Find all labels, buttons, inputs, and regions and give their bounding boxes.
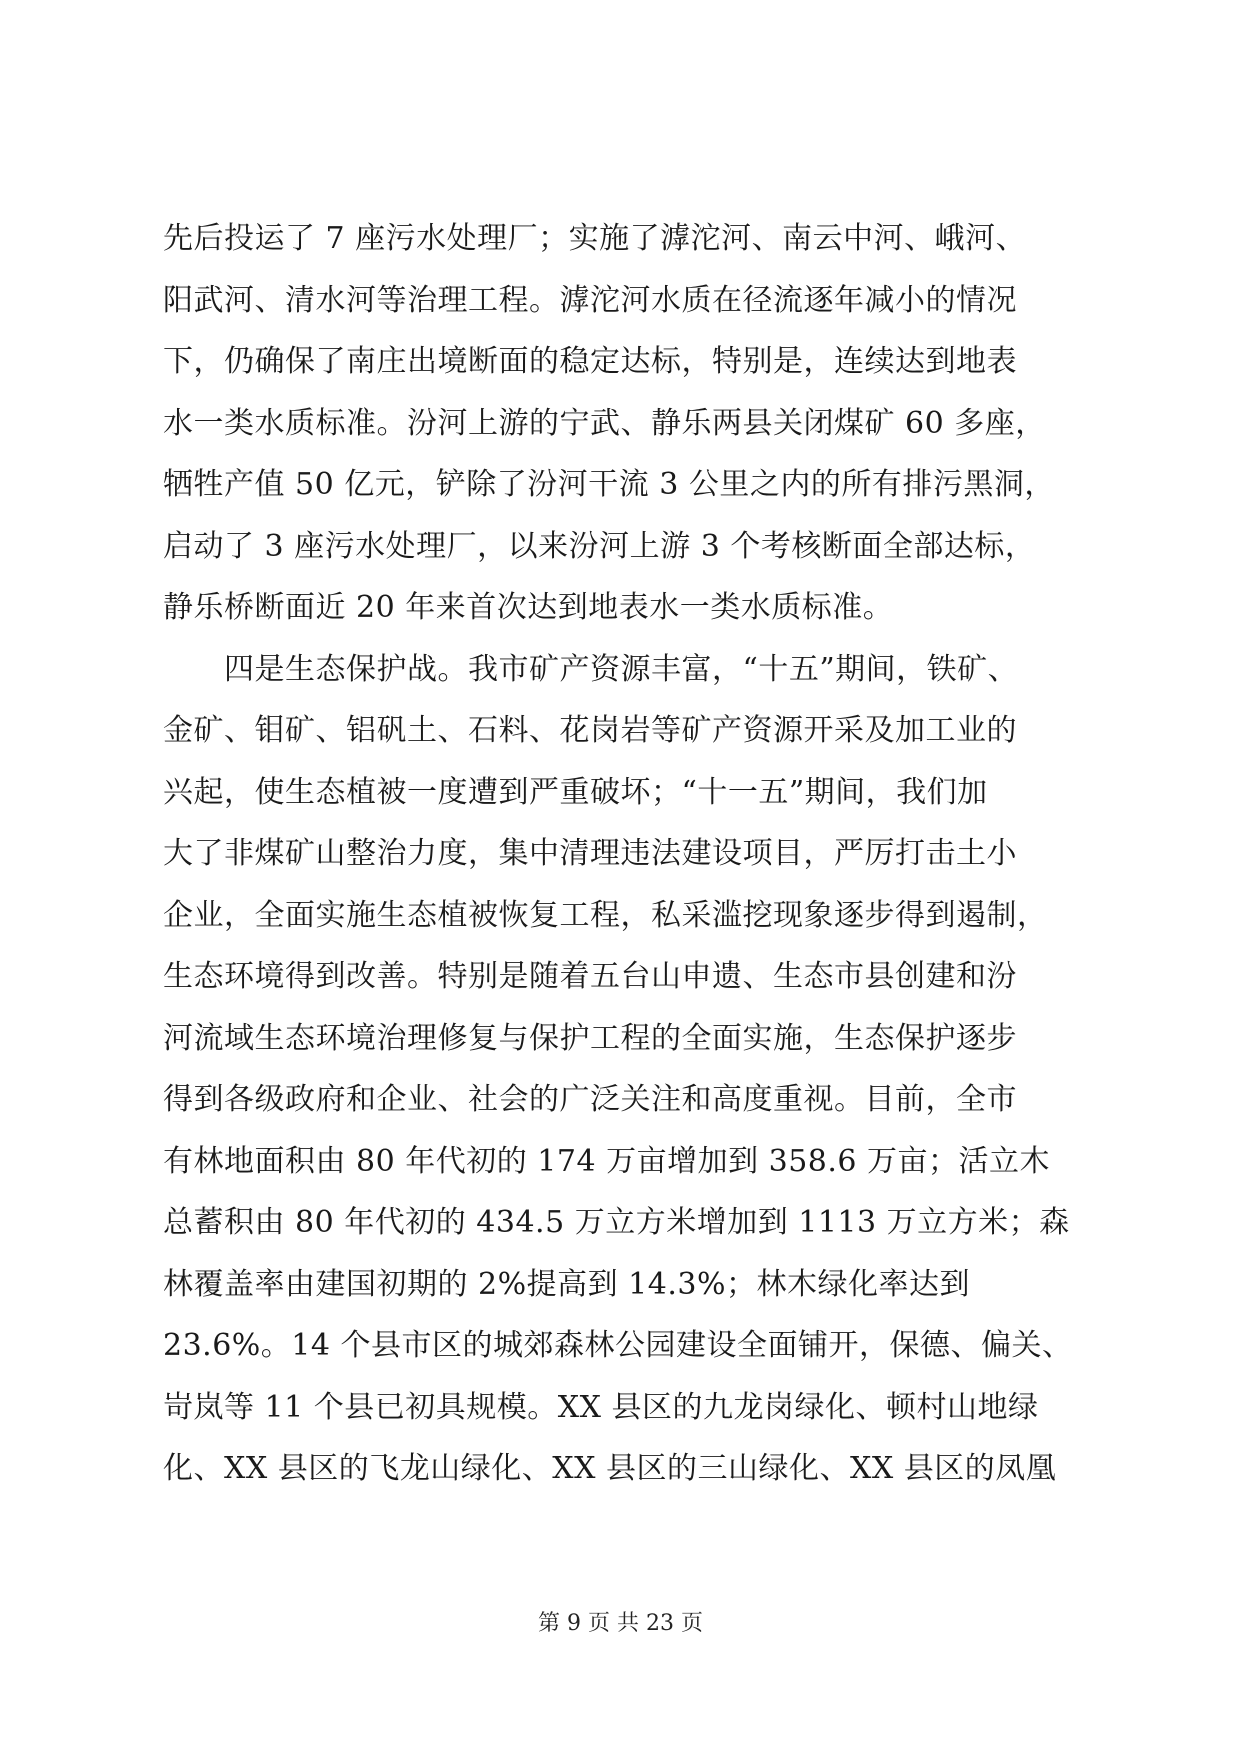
text-line: 四是生态保护战。我市矿产资源丰富，“十五”期间，铁矿、 — [163, 651, 1019, 687]
text-line: 下，仍确保了南庄出境断面的稳定达标，特别是，连续达到地表 — [163, 344, 1017, 379]
text-line: 启动了 3 座污水处理厂，以来汾河上游 3 个考核断面全部达标， — [163, 528, 1036, 564]
text-line: 生态环境得到改善。特别是随着五台山申遗、生态市县创建和汾 — [163, 959, 1017, 994]
text-line: 河流域生态环境治理修复与保护工程的全面实施，生态保护逐步 — [163, 1020, 1017, 1056]
text-line: 大了非煤矿山整治力度，集中清理违法建设项目，严厉打击土小 — [163, 836, 1017, 871]
text-line: 先后投运了 7 座污水处理厂；实施了滹沱河、南云中河、峨河、 — [163, 221, 1027, 256]
text-line: 阳武河、清水河等治理工程。滹沱河水质在径流逐年减小的情况 — [163, 282, 1017, 318]
text-line: 金矿、钼矿、铝矾土、石料、花岗岩等矿产资源开采及加工业的 — [163, 713, 1017, 748]
text-line: 水一类水质标准。汾河上游的宁武、静乐两县关闭煤矿 60 多座， — [163, 405, 1046, 441]
text-line: 静乐桥断面近 20 年来首次达到地表水一类水质标准。 — [163, 590, 894, 625]
body-text — [163, 208, 1078, 1500]
text-line: 岢岚等 11 个县已初具规模。XX 县区的九龙岗绿化、顿村山地绿 — [163, 1389, 1039, 1425]
text-line: 牺牲产值 50 亿元，铲除了汾河干流 3 公里之内的所有排污黑洞， — [163, 467, 1055, 502]
text-line: 23.6%。14 个县市区的城郊森林公园建设全面铺开，保德、偏关、 — [163, 1328, 1073, 1363]
text-line: 林覆盖率由建国初期的 2%提高到 14.3%；林木绿化率达到 — [163, 1266, 970, 1302]
text-line: 企业，全面实施生态植被恢复工程，私采滥挖现象逐步得到遏制， — [163, 897, 1048, 933]
text-line: 化、XX 县区的飞龙山绿化、XX 县区的三山绿化、XX 县区的凤凰 — [163, 1451, 1057, 1486]
text-line: 有林地面积由 80 年代初的 174 万亩增加到 358.6 万亩；活立木 — [163, 1143, 1051, 1179]
text-line: 得到各级政府和企业、社会的广泛关注和高度重视。目前，全市 — [163, 1082, 1017, 1117]
text-line: 总蓄积由 80 年代初的 434.5 万立方米增加到 1113 万立方米；森 — [163, 1205, 1070, 1240]
text-line: 兴起，使生态植被一度遭到严重破坏；“十一五”期间，我们加 — [163, 774, 988, 810]
page-number: 第 9 页 共 23 页 — [538, 1611, 703, 1636]
